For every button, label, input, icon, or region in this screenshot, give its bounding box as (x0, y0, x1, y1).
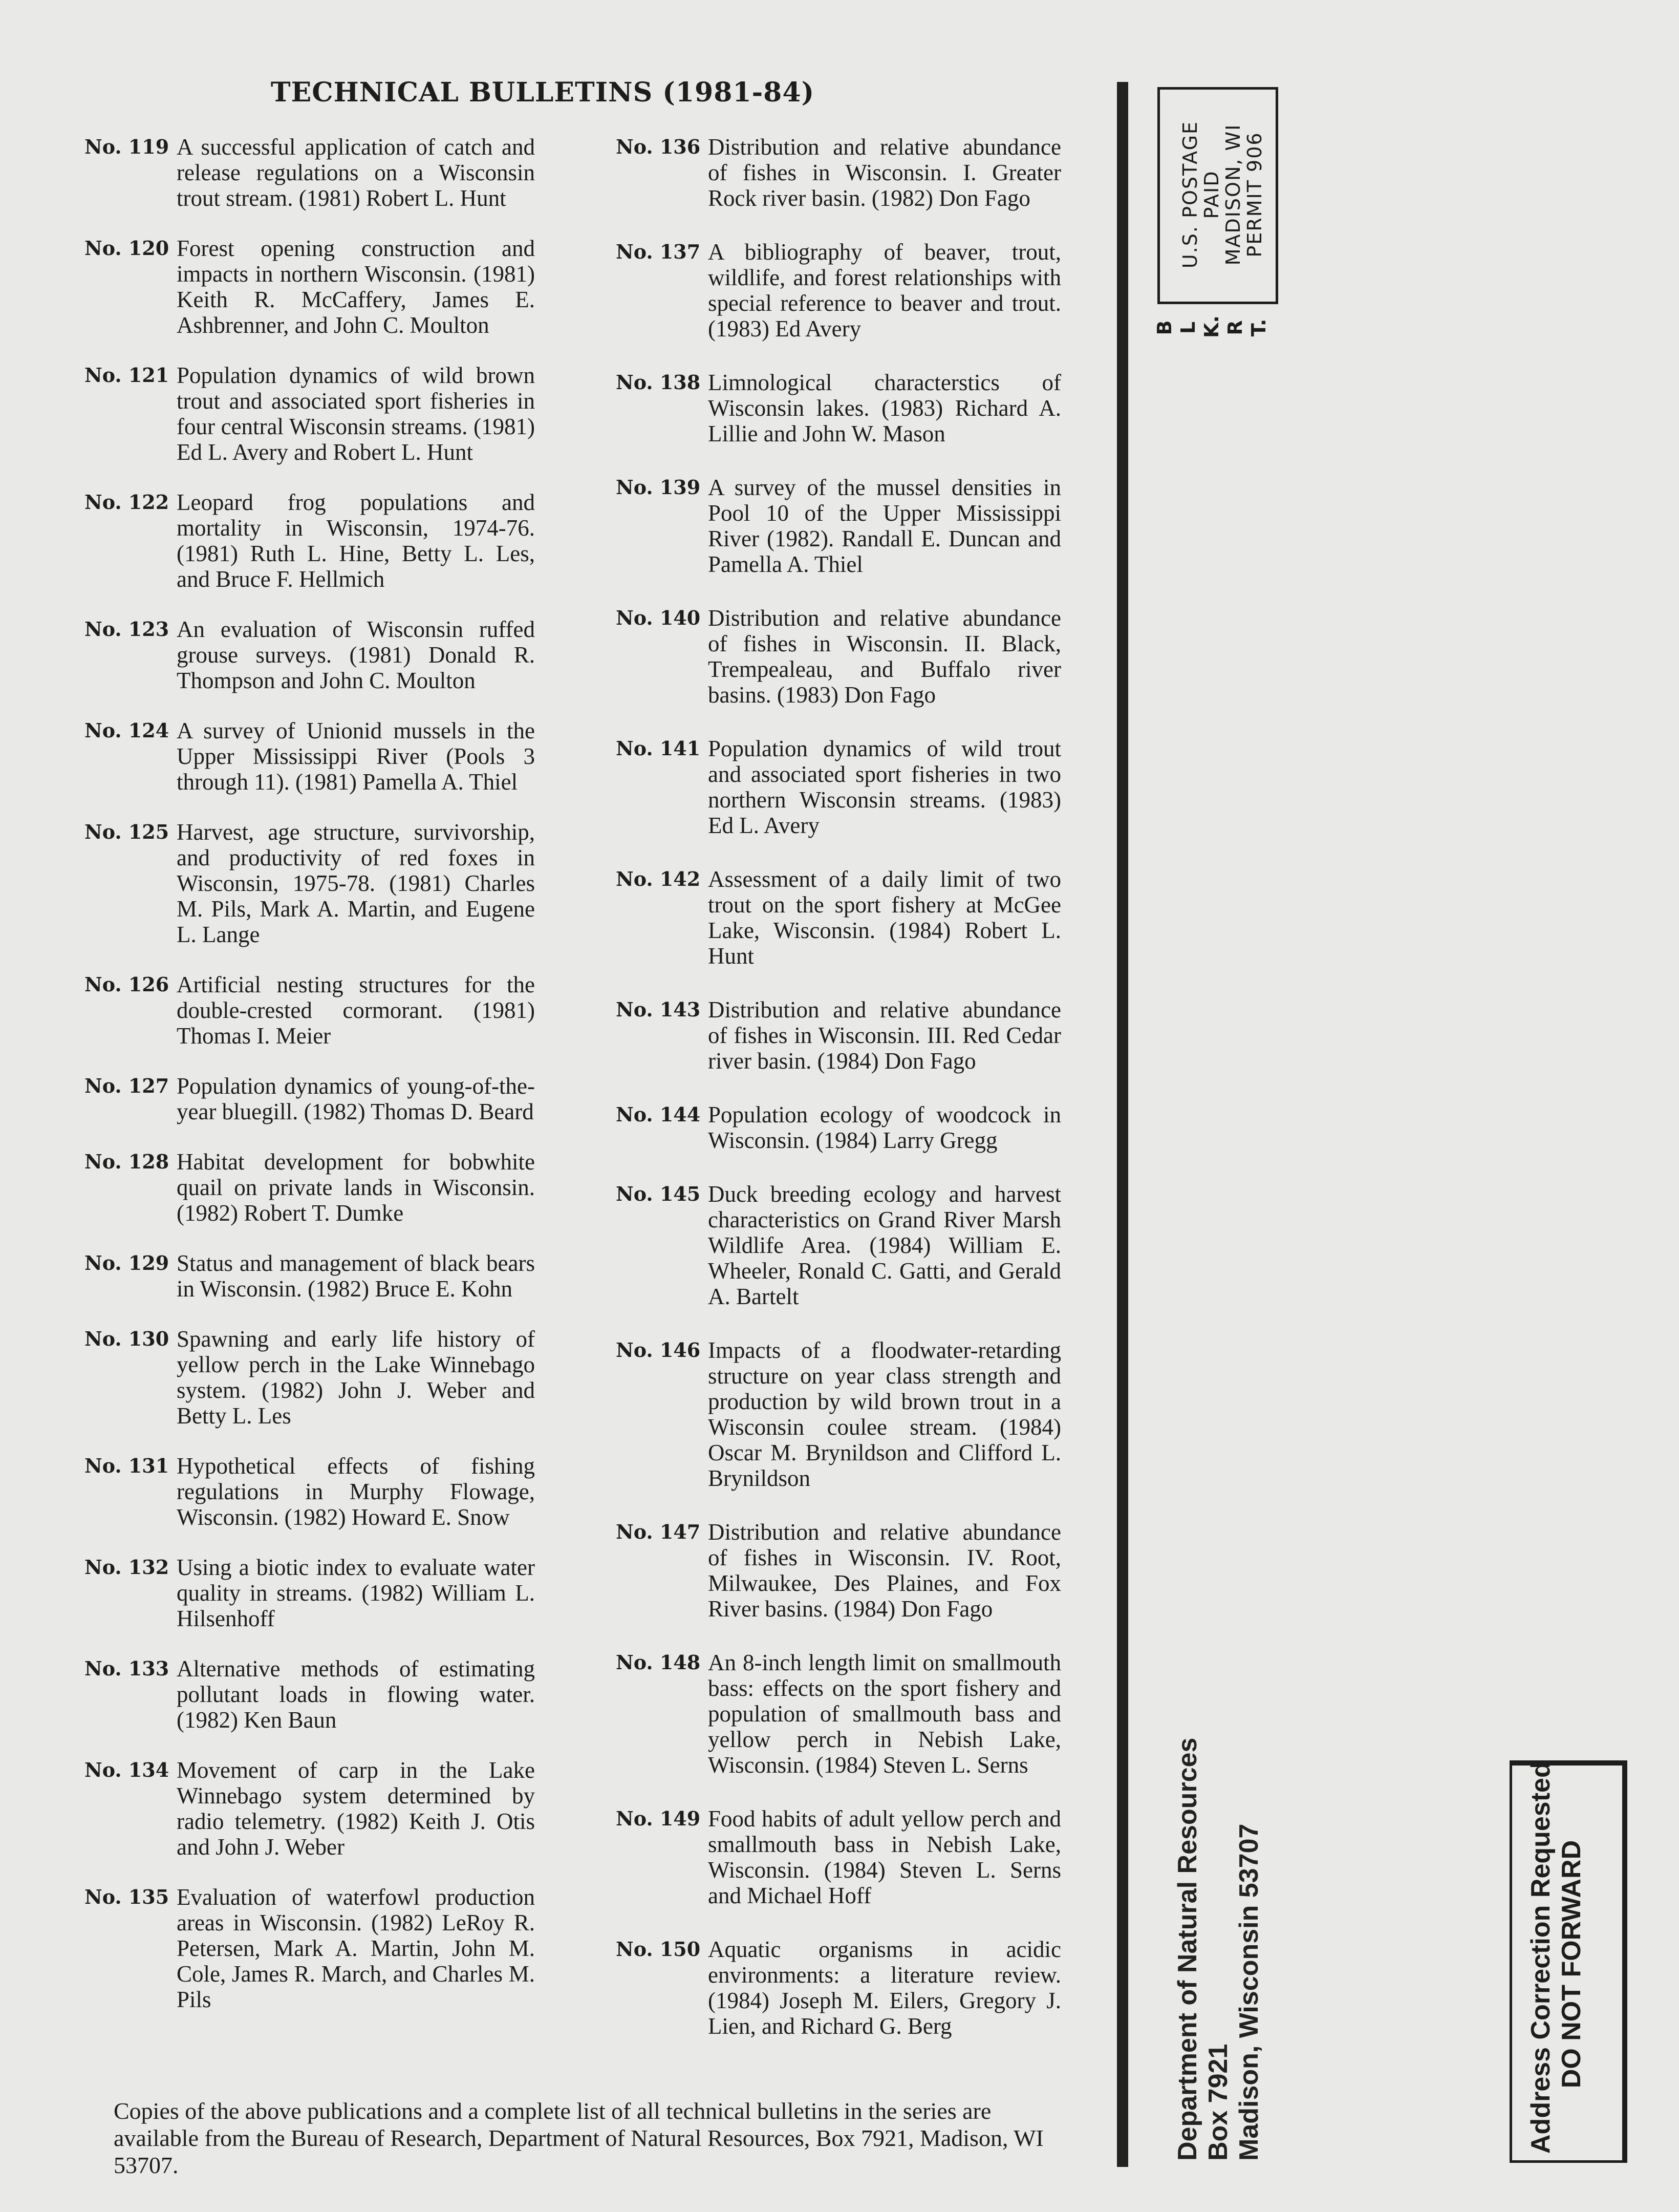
bulletin-number: No. 123 (84, 618, 169, 641)
bulletin-number: No. 144 (616, 1103, 701, 1126)
bulletin-description: Alternative methods of estimating pollutant loads in flowing water. (1982) Ken Baun (177, 1656, 535, 1733)
mailer-divider-bar (1117, 82, 1128, 2167)
bulletin-description: Evaluation of waterfowl production areas in Wisconsin. (1982) LeRoy R. Petersen, Mark A. Martin, John M. Cole, James R. March, and Charles M. Pils (177, 1884, 535, 2012)
bulletin-number: No. 150 (616, 1938, 701, 1961)
bulletin-entry-120 (84, 236, 535, 338)
bulletin-description: A survey of the mussel densities in Pool 10 of the Upper Mississippi River (1982). Randall E. Duncan and Pamella A. Thiel (708, 475, 1061, 577)
bulletin-number: No. 139 (616, 476, 701, 499)
bulletin-description: Distribution and relative abundance of fishes in Wisconsin. II. Black, Trempealeau, and Buffalo river basins. (1983) Don Fago (708, 605, 1061, 708)
bulk-rate-letter: K. (1200, 315, 1223, 338)
bulletin-number: No. 148 (616, 1651, 701, 1674)
bulletin-number: No. 125 (84, 820, 169, 843)
bulletin-entry-119 (84, 134, 535, 211)
bulletin-number: No. 145 (616, 1182, 701, 1205)
bulletin-list-left (84, 134, 535, 2037)
bulletin-entry-131 (84, 1453, 535, 1530)
bulletin-number: No. 128 (84, 1150, 169, 1173)
return-address (1172, 1738, 1264, 2161)
bulletin-entry-132 (84, 1555, 535, 1631)
bulletin-entry-142 (616, 866, 1061, 969)
bulletin-number: No. 137 (616, 240, 701, 263)
bulletin-description: A survey of Unionid mussels in the Upper Mississippi River (Pools 3 through 11). (1981) Pamella A. Thiel (177, 718, 535, 795)
bulletin-description: A bibliography of beaver, trout, wildlife, and forest relationships with special reference to beaver and trout. (1983) Ed Avery (708, 239, 1061, 342)
bulletin-description: Distribution and relative abundance of fishes in Wisconsin. I. Greater Rock river basin. (1982) Don Fago (708, 134, 1061, 211)
bulletin-entry-128 (84, 1149, 535, 1226)
bulletin-list-right (616, 134, 1061, 2067)
bulletin-description: Artificial nesting structures for the double-crested cormorant. (1981) Thomas I. Meier (177, 972, 535, 1049)
bulletin-entry-138 (616, 370, 1061, 446)
bulletin-entry-144 (616, 1102, 1061, 1153)
bulletin-description: Population dynamics of wild trout and associated sport fisheries in two northern Wisconsin streams. (1983) Ed L. Avery (708, 736, 1061, 838)
bulletin-description: Using a biotic index to evaluate water quality in streams. (1982) William L. Hilsenhoff (177, 1555, 535, 1631)
postage-line: U.S. POSTAGE (1179, 120, 1201, 269)
bulletin-number: No. 122 (84, 491, 169, 514)
bulletin-description: Distribution and relative abundance of fishes in Wisconsin. IV. Root, Milwaukee, Des Plaines, and Fox River basins. (1984) Don Fago (708, 1519, 1061, 1622)
bulletin-description: Population dynamics of young-of-the-year bluegill. (1982) Thomas D. Beard (177, 1073, 535, 1124)
page-title: TECHNICAL BULLETINS (1981-84) (270, 77, 815, 108)
endorsement-line: DO NOT FORWARD (1557, 1840, 1586, 2089)
bulletin-entry-122 (84, 490, 535, 592)
bulk-rate-letter: R (1224, 320, 1246, 335)
postage-line: MADISON, WI (1222, 123, 1244, 266)
bulletin-description: Population ecology of woodcock in Wisconsin. (1984) Larry Gregg (708, 1102, 1061, 1153)
availability-note: Copies of the above publications and a complete list of all technical bulletins in the series are available from the Bureau of Research, Department of Natural Resources, Box 7921, Madison, WI 53707. (114, 2098, 1044, 2178)
bulk-rate-letter: L (1177, 321, 1199, 334)
bulletin-entry-126 (84, 972, 535, 1049)
bulletin-description: Harvest, age structure, survivorship, and productivity of red foxes in Wisconsin, 1975-78. (1981) Charles M. Pils, Mark A. Martin, and Eugene L. Lange (177, 819, 535, 947)
bulletin-description: A successful application of catch and release regulations on a Wisconsin trout stream. (1981) Robert L. Hunt (177, 134, 535, 211)
bulletin-description: Distribution and relative abundance of fishes in Wisconsin. III. Red Cedar river basin. (1984) Don Fago (708, 997, 1061, 1074)
address-endorsement-text (1525, 1761, 1587, 2154)
bulletin-description: Spawning and early life history of yellow perch in the Lake Winnebago system. (1982) John J. Weber and Betty L. Les (177, 1326, 535, 1429)
bulletin-description: An evaluation of Wisconsin ruffed grouse surveys. (1981) Donald R. Thompson and John C. Moulton (177, 616, 535, 693)
bulletin-number: No. 140 (616, 606, 701, 629)
return-address-line: Department of Natural Resources (1173, 1737, 1202, 2161)
bulletin-number: No. 147 (616, 1520, 701, 1543)
bulletin-number: No. 142 (616, 867, 701, 890)
bulletin-number: No. 138 (616, 371, 701, 394)
bulletin-number: No. 149 (616, 1807, 701, 1830)
bulletin-entry-149 (616, 1806, 1061, 1908)
bulletin-entry-129 (84, 1250, 535, 1302)
bulletin-description: Aquatic organisms in acidic environments: a literature review. (1984) Joseph M. Eilers, Gregory J. Lien, and Richard G. Berg (708, 1937, 1061, 2039)
bulletin-number: No. 143 (616, 998, 701, 1021)
bulk-rate-letter: B (1153, 320, 1176, 335)
bulletin-entry-130 (84, 1326, 535, 1429)
bulletin-entry-125 (84, 819, 535, 947)
bulletin-entry-133 (84, 1656, 535, 1733)
bulletin-number: No. 146 (616, 1338, 701, 1362)
bulletin-description: Food habits of adult yellow perch and smallmouth bass in Nebish Lake, Wisconsin. (1984) Steven L. Serns and Michael Hoff (708, 1806, 1061, 1908)
bulletin-description: Population dynamics of wild brown trout and associated sport fisheries in four central Wisconsin streams. (1981) Ed L. Avery and Robert L. Hunt (177, 363, 535, 465)
bulletin-entry-140 (616, 605, 1061, 708)
bulletin-description: Impacts of a floodwater-retarding structure on year class strength and production by wild brown trout in a Wisconsin coulee stream. (1984) Oscar M. Brynildson and Clifford L. Brynildson (708, 1337, 1061, 1491)
bulletin-number: No. 141 (616, 737, 701, 760)
bulletin-description: Limnological characterstics of Wisconsin lakes. (1983) Richard A. Lillie and John W. Mason (708, 370, 1061, 446)
bulletin-description: Status and management of black bears in Wisconsin. (1982) Bruce E. Kohn (177, 1250, 535, 1302)
bulletin-entry-147 (616, 1519, 1061, 1622)
postage-line: PERMIT 906 (1243, 132, 1266, 258)
bulletin-description: Duck breeding ecology and harvest characteristics on Grand River Marsh Wildlife Area. (1984) William E. Wheeler, Ronald C. Gatti, and Gerald A. Bartelt (708, 1181, 1061, 1309)
bulletin-description: Leopard frog populations and mortality in Wisconsin, 1974-76. (1981) Ruth L. Hine, Betty L. Les, and Bruce F. Hellmich (177, 490, 535, 592)
bulk-rate-letter: T. (1247, 318, 1270, 337)
return-address-line: Box 7921 (1203, 2044, 1233, 2161)
bulletin-entry-134 (84, 1757, 535, 1860)
bulletin-description: Movement of carp in the Lake Winnebago system determined by radio telemetry. (1982) Keith J. Otis and John J. Weber (177, 1757, 535, 1860)
bulletin-number: No. 131 (84, 1454, 169, 1477)
bulletin-entry-124 (84, 718, 535, 795)
bulletin-entry-143 (616, 997, 1061, 1074)
bulletin-entry-135 (84, 1884, 535, 2012)
bulletin-entry-123 (84, 616, 535, 693)
bulletin-number: No. 126 (84, 973, 169, 996)
postage-indicia-text (1179, 110, 1265, 279)
bulletin-entry-145 (616, 1181, 1061, 1309)
bulletin-entry-139 (616, 475, 1061, 577)
bulletin-entry-136 (616, 134, 1061, 211)
bulletin-entry-146 (616, 1337, 1061, 1491)
return-address-line: Madison, Wisconsin 53707 (1234, 1823, 1264, 2161)
bulletin-description: Forest opening construction and impacts in northern Wisconsin. (1981) Keith R. McCaffery, James E. Ashbrenner, and John C. Moulton (177, 236, 535, 338)
bulletin-number: No. 120 (84, 237, 169, 260)
bulletin-number: No. 132 (84, 1556, 169, 1579)
bulletin-entry-127 (84, 1073, 535, 1124)
bulletin-number: No. 124 (84, 719, 169, 742)
postage-indicia (1157, 87, 1278, 304)
endorsement-line: Address Correction Requested (1526, 1761, 1556, 2154)
bulletin-number: No. 135 (84, 1885, 169, 1908)
bulletin-description: Habitat development for bobwhite quail on private lands in Wisconsin. (1982) Robert T. Dumke (177, 1149, 535, 1226)
bulletin-number: No. 119 (84, 135, 169, 158)
bulletin-number: No. 130 (84, 1327, 169, 1350)
bulletin-description: An 8-inch length limit on smallmouth bass: effects on the sport fishery and population of smallmouth bass and yellow perch in Nebish Lake, Wisconsin. (1984) Steven L. Serns (708, 1650, 1061, 1778)
bulletin-entry-148 (616, 1650, 1061, 1778)
bulletin-entry-121 (84, 363, 535, 465)
bulletin-number: No. 121 (84, 364, 169, 387)
bulletin-number: No. 133 (84, 1657, 169, 1680)
bulletin-description: Hypothetical effects of fishing regulations in Murphy Flowage, Wisconsin. (1982) Howard E. Snow (177, 1453, 535, 1530)
bulletin-number: No. 127 (84, 1074, 169, 1097)
bulletin-entry-150 (616, 1937, 1061, 2039)
address-endorsement-box (1510, 1760, 1627, 2163)
postage-line: PAID (1200, 170, 1223, 219)
bulletin-number: No. 129 (84, 1251, 169, 1274)
bulletin-description: Assessment of a daily limit of two trout on the sport fishery at McGee Lake, Wisconsin. (1984) Robert L. Hunt (708, 866, 1061, 969)
bulletin-entry-141 (616, 736, 1061, 838)
bulletin-number: No. 136 (616, 135, 701, 158)
bulletin-number: No. 134 (84, 1758, 169, 1781)
bulletin-entry-137 (616, 239, 1061, 342)
